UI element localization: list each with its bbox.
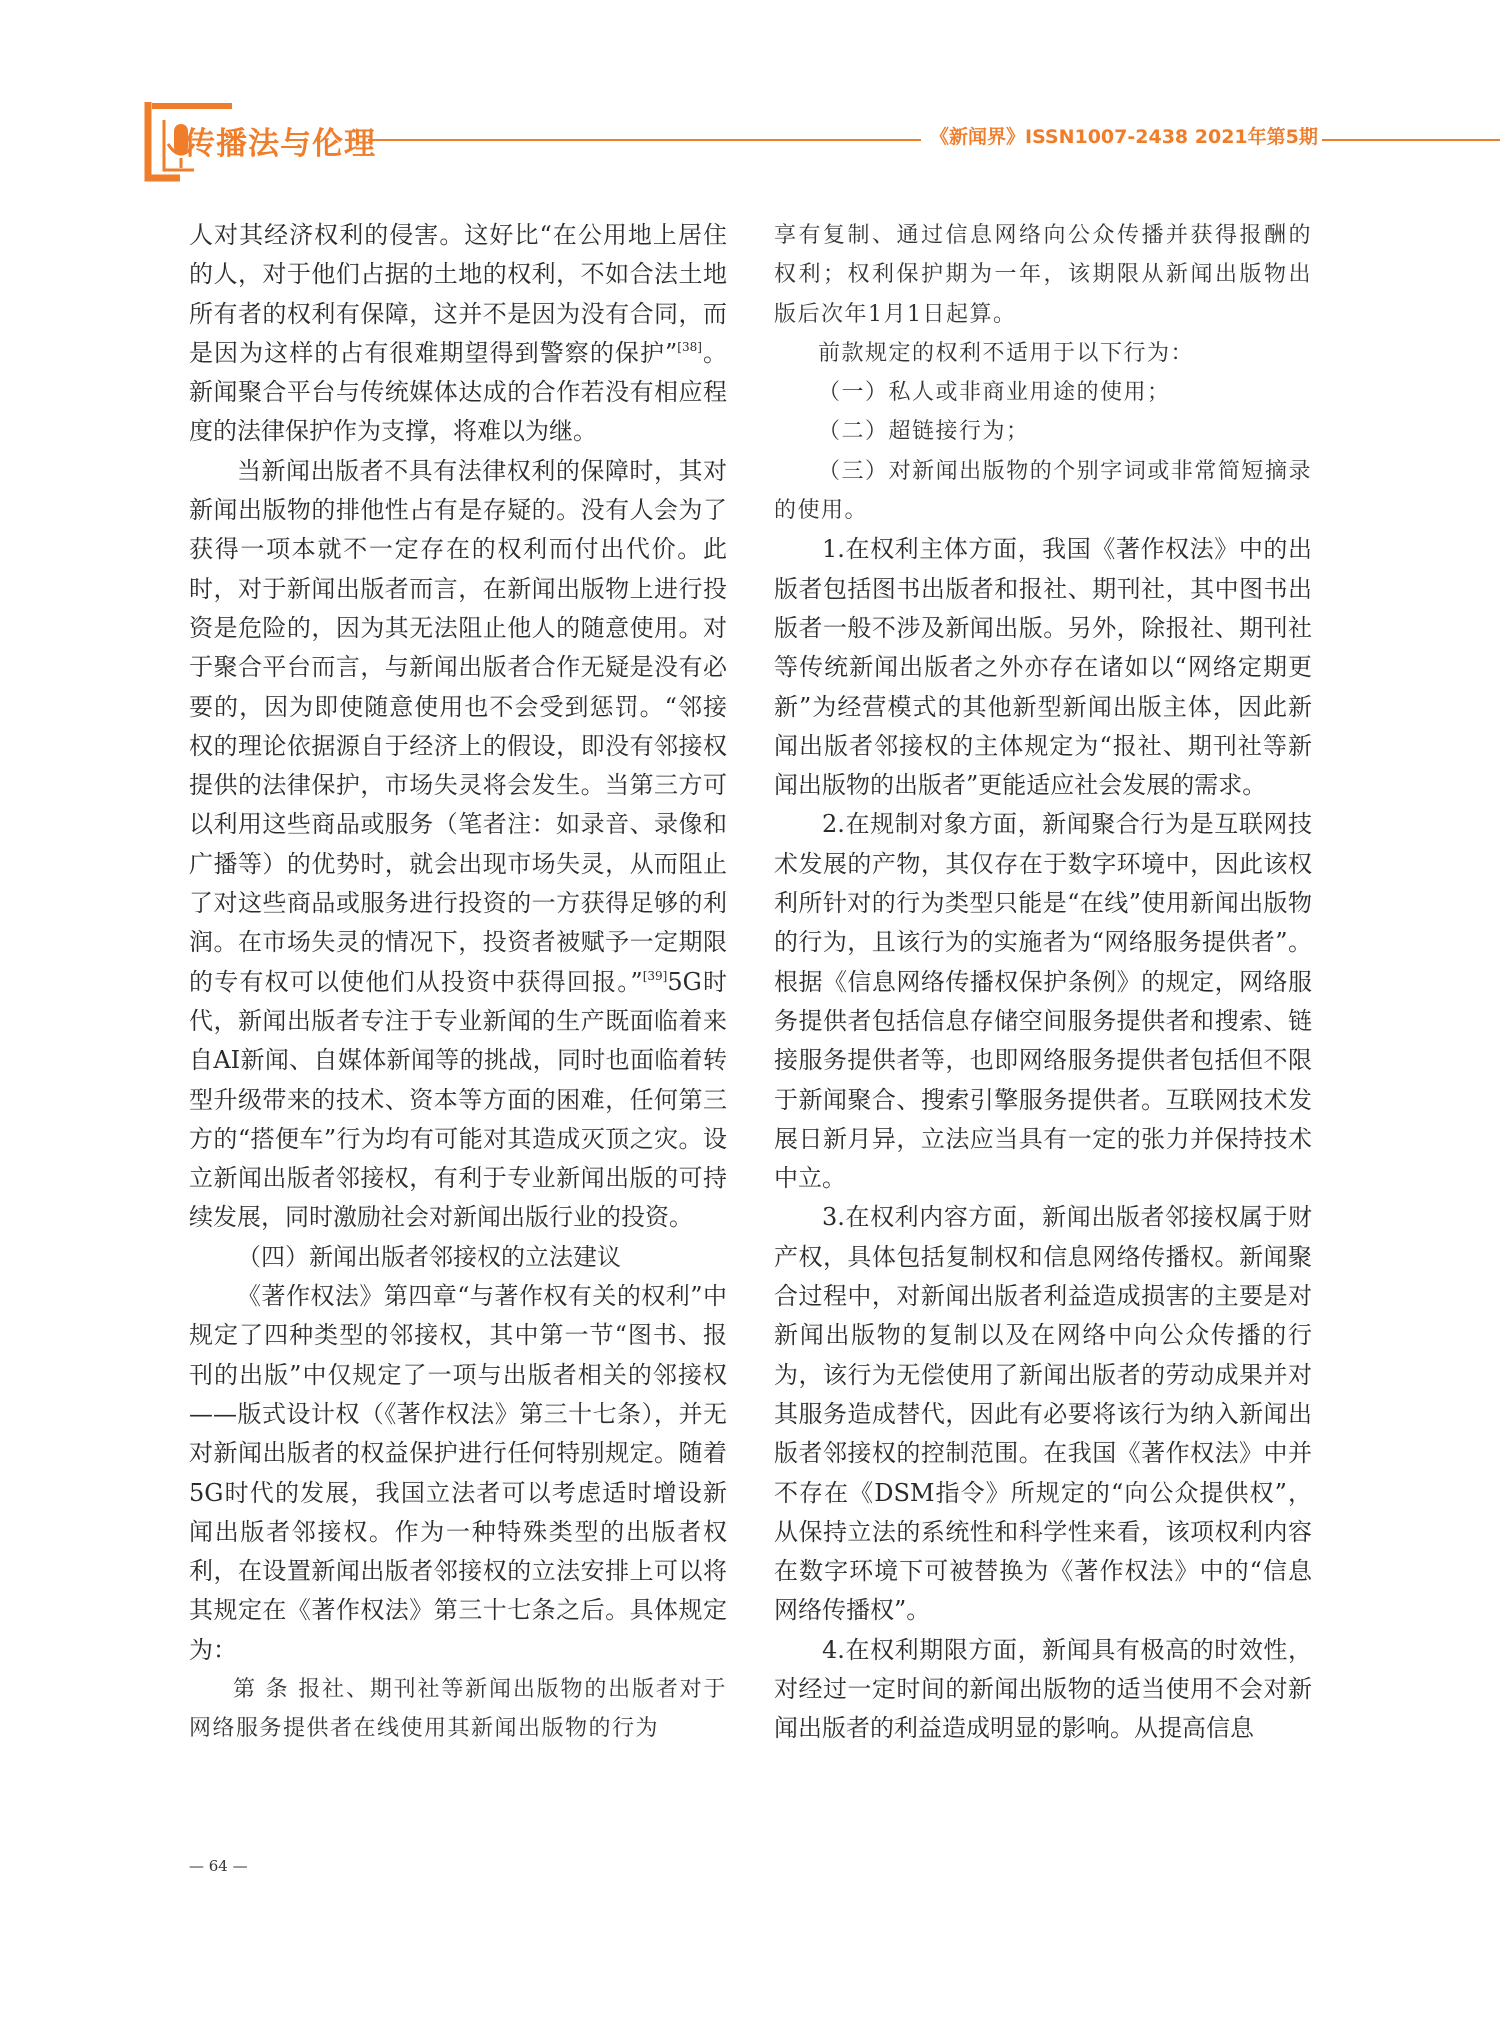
draft-exception-item: （一）私人或非商业用途的使用； — [818, 380, 1171, 406]
paragraph-text: 人对其经济权利的侵害。这好比“在公用地上居住的人，对于他们占据的土地的权利，不如合法土地所有者的权利有保障，这并不是因为没有合同，而是因为这样的占有很难期望得到警察的保护” — [189, 221, 727, 367]
paragraph: 2.在规制对象方面，新闻聚合行为是互联网技术发展的产物，其仅存在于数字环境中，因此该权利所针对的行为类型只能是“在线”使用新闻出版物的行为，且该行为的实施者为“网络服务提供者”。根据《信息网络传播权保护条例》的规定，网络服务提供者包括信息存储空间服务提供者和搜索、链接服务提供者等，也即网络服务提供者包括但不限于新闻聚合、搜索引擎服务提供者。互联网技术发展日新月异，立法应当具有一定的张力并保持技术中立。 — [774, 810, 1312, 1193]
paragraph-text: 当新闻出版者不具有法律权利的保障时，其对新闻出版物的排他性占有是存疑的。没有人会为了获得一项本就不一定存在的权利而付出代价。此时，对于新闻出版者而言，在新闻出版物上进行投资是危险的，因为其无法阻止他人的随意使用。对于聚合平台而言，与新闻出版者合作无疑是没有必要的，因为即使随意使用也不会受到惩罚。“邻接权的理论依据源自于经济上的假设，即没有邻接权提供的法律保护，市场失灵将会发生。当第三方可以利用这些商品或服务（笔者注：如录音、录像和广播等）的优势时，就会出现市场失灵，从而阻止了对这些商品或服务进行投资的一方获得足够的利润。在市场失灵的情况下，投资者被赋予一定期限的专有权可以使他们从投资中获得回报。” — [189, 456, 727, 996]
draft-exception-item: （二）超链接行为； — [818, 419, 1030, 445]
citation-ref: [38] — [677, 339, 702, 354]
paragraph — [189, 452, 727, 1238]
citation-ref: [39] — [642, 968, 668, 983]
page-header — [0, 84, 1500, 194]
header-rule-left — [368, 139, 921, 141]
paragraph-text: 5G时代，新闻出版者专注于专业新闻的生产既面临着来自AI新闻、自媒体新闻等的挑战，同时也面临着转型升级带来的技术、资本等方面的困难，任何第三方的“搭便车”行为均有可能对其造成灭顶之灾。设立新闻出版者邻接权，有利于专业新闻出版的可持续发展，同时激励社会对新闻出版行业的投资。 — [189, 967, 727, 1232]
left-column — [189, 216, 727, 1749]
page-number: — 64 — — [189, 1857, 248, 1875]
header-rule-right — [1322, 139, 1500, 141]
journal-meta: 《新闻界》ISSN1007-2438 2021年第5期 — [930, 126, 1318, 148]
draft-article-text: 第 条 报社、期刊社等新闻出版物的出版者对于网络服务提供者在线使用其新闻出版物的行为 — [189, 1676, 727, 1742]
draft-exception-intro: 前款规定的权利不适用于以下行为： — [818, 340, 1195, 366]
paragraph: 《著作权法》第四章“与著作权有关的权利”中规定了四种类型的邻接权，其中第一节“图书、报刊的出版”中仅规定了一项与出版者相关的邻接权——版式设计权（《著作权法》第三十七条），并无对新闻出版者的权益保护进行任何特别规定。随着5G时代的发展，我国立法者可以考虑适时增设新闻出版者邻接权。作为一种特殊类型的出版者权利，在设置新闻出版者邻接权的立法安排上可以将其规定在《著作权法》第三十七条之后。具体规定为： — [189, 1282, 727, 1664]
paragraph: 1.在权利主体方面，我国《著作权法》中的出版者包括图书出版者和报社、期刊社，其中图书出版者一般不涉及新闻出版。另外，除报社、期刊社等传统新闻出版者之外亦存在诸如以“网络定期更新”为经营模式的其他新型新闻出版主体，因此新闻出版者邻接权的主体规定为“报社、期刊社等新闻出版物的出版者”更能适应社会发展的需求。 — [774, 535, 1312, 800]
paragraph-text: 。新闻聚合平台与传统媒体达成的合作若没有相应程度的法律保护作为支撑，将难以为继。 — [189, 338, 727, 446]
right-column — [774, 216, 1312, 1749]
draft-exception-item: （三）对新闻出版物的个别字词或非常简短摘录的使用。 — [774, 458, 1312, 524]
section-title: 传播法与伦理 — [184, 126, 376, 162]
draft-article-text: 享有复制、通过信息网络向公众传播并获得报酬的权利；权利保护期为一年，该期限从新闻出版物出版后次年1月1日起算。 — [774, 223, 1312, 327]
paragraph: 3.在权利内容方面，新闻出版者邻接权属于财产权，具体包括复制权和信息网络传播权。新闻聚合过程中，对新闻出版者利益造成损害的主要是对新闻出版物的复制以及在网络中向公众传播的行为，该行为无偿使用了新闻出版者的劳动成果并对其服务造成替代，因此有必要将该行为纳入新闻出版者邻接权的控制范围。在我国《著作权法》中并不存在《DSM指令》所规定的“向公众提供权”，从保持立法的系统性和科学性来看，该项权利内容在数字环境下可被替换为《著作权法》中的“信息网络传播权”。 — [774, 1203, 1312, 1625]
paragraph — [189, 216, 727, 452]
subheading: （四）新闻出版者邻接权的立法建议 — [237, 1242, 621, 1271]
paragraph: 4.在权利期限方面，新闻具有极高的时效性，对经过一定时间的新闻出版物的适当使用不会对新闻出版者的利益造成明显的影响。从提高信息 — [774, 1635, 1312, 1743]
